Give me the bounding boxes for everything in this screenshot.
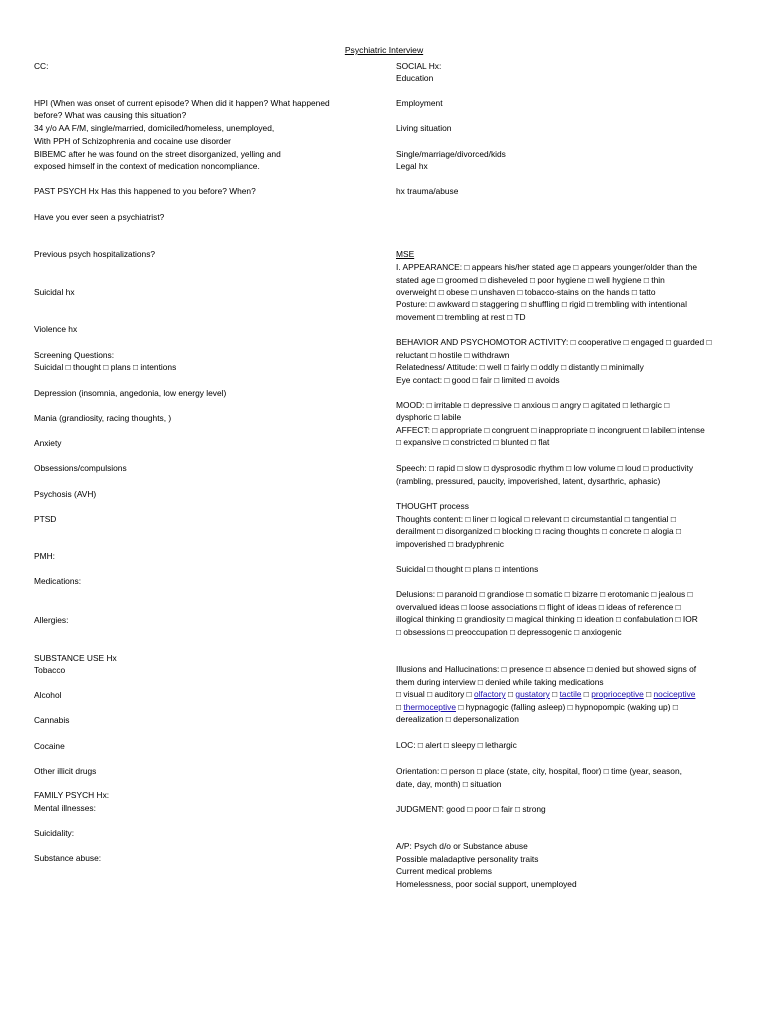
senses-line-2 xyxy=(396,702,678,713)
mse-line: □ expansive □ constricted □ blunted □ flat xyxy=(396,437,550,447)
mse-line: derailment □ disorganized □ blocking □ racing thoughts □ concrete □ alogia □ xyxy=(396,526,682,536)
mse-bottom-line: derealization □ depersonalization xyxy=(396,714,519,724)
left-line: Cannabis xyxy=(34,715,70,725)
thermoceptive-link[interactable]: thermoceptive xyxy=(403,702,456,712)
mse-line: impoverished □ bradyphrenic xyxy=(396,539,504,549)
mse-line: AFFECT: □ appropriate □ congruent □ inappropriate □ incongruent □ labile□ intense xyxy=(396,425,705,435)
mse-line: Thoughts content: □ liner □ logical □ relevant □ circumstantial □ tangential □ xyxy=(396,514,676,524)
mse-line: movement □ trembling at rest □ TD xyxy=(396,312,526,322)
mse-line: them during interview □ denied while taking medications xyxy=(396,677,604,687)
left-line: Tobacco xyxy=(34,665,66,675)
mse-line: (rambling, pressured, paucity, impoverished, latent, dysarthric, aphasic) xyxy=(396,476,661,486)
left-line: Alcohol xyxy=(34,690,62,700)
mse-line: □ obsessions □ preoccupation □ depressogenic □ anxiogenic xyxy=(396,627,622,637)
left-line: PMH: xyxy=(34,551,55,561)
tactile-link[interactable]: tactile xyxy=(559,689,582,699)
mse-line: Suicidal □ thought □ plans □ intentions xyxy=(396,564,539,574)
left-line: Cocaine xyxy=(34,741,65,751)
left-line: Previous psych hospitalizations? xyxy=(34,249,156,259)
social-line: SOCIAL Hx: xyxy=(396,61,442,71)
mse-line: Relatedness/ Attitude: □ well □ fairly □ oddly □ distantly □ minimally xyxy=(396,362,644,372)
left-line: Suicidality: xyxy=(34,828,75,838)
mse-line: MOOD: □ irritable □ depressive □ anxious □ angry □ agitated □ lethargic □ xyxy=(396,400,670,410)
left-line: Anxiety xyxy=(34,438,62,448)
mse-line: Posture: □ awkward □ staggering □ shuffling □ rigid □ trembling with intentional xyxy=(396,299,687,309)
mse-heading: MSE xyxy=(396,249,415,259)
left-line: Mania (grandiosity, racing thoughts, ) xyxy=(34,413,172,423)
social-line: hx trauma/abuse xyxy=(396,186,459,196)
mse-line: BEHAVIOR AND PSYCHOMOTOR ACTIVITY: □ cooperative □ engaged □ guarded □ xyxy=(396,337,712,347)
left-line: Suicidal hx xyxy=(34,287,75,297)
senses-prefix: □ visual □ auditory □ xyxy=(396,689,475,699)
separator: □ xyxy=(581,689,592,699)
left-line: exposed himself in the context of medication noncompliance. xyxy=(34,161,260,171)
separator: □ xyxy=(643,689,654,699)
mse-line: illogical thinking □ grandiosity □ magical thinking □ ideation □ confabulation □ IOR xyxy=(396,614,698,624)
mse-bottom-line: Current medical problems xyxy=(396,866,492,876)
mse-line: I. APPEARANCE: □ appears his/her stated age □ appears younger/older than the xyxy=(396,262,698,272)
social-line: Employment xyxy=(396,98,443,108)
mse-line: Illusions and Hallucinations: □ presence □ absence □ denied but showed signs of xyxy=(396,664,697,674)
mse-bottom-line: Possible maladaptive personality traits xyxy=(396,854,539,864)
left-line: Obsessions/compulsions xyxy=(34,463,127,473)
mse-bottom-line: JUDGMENT: good □ poor □ fair □ strong xyxy=(396,804,546,814)
left-line: Medications: xyxy=(34,576,82,586)
left-line: With PPH of Schizophrenia and cocaine use disorder xyxy=(34,136,231,146)
left-line: Allergies: xyxy=(34,615,69,625)
social-line: Education xyxy=(396,73,434,83)
mse-line: overweight □ obese □ unshaven □ tobacco-stains on the hands □ tatto xyxy=(396,287,656,297)
left-line: SUBSTANCE USE Hx xyxy=(34,653,117,663)
mse-line: Speech: □ rapid □ slow □ dysprosodic rhythm □ low volume □ loud □ productivity xyxy=(396,463,694,473)
page-title: Psychiatric Interview xyxy=(344,45,424,55)
social-line: Single/marriage/divorced/kids xyxy=(396,149,506,159)
left-line: FAMILY PSYCH Hx: xyxy=(34,790,110,800)
mse-bottom-line: Homelessness, poor social support, unemployed xyxy=(396,879,577,889)
mse-bottom-line: LOC: □ alert □ sleepy □ lethargic xyxy=(396,740,517,750)
nociceptive-link[interactable]: nociceptive xyxy=(653,689,696,699)
mse-line: Delusions: □ paranoid □ grandiose □ somatic □ bizarre □ erotomanic □ jealous □ xyxy=(396,589,693,599)
mse-line: stated age □ groomed □ disheveled □ poor hygiene □ well hygiene □ thin xyxy=(396,275,665,285)
left-line: Have you ever seen a psychiatrist? xyxy=(34,212,165,222)
senses-line-1 xyxy=(396,689,695,700)
mse-bottom-line: A/P: Psych d/o or Substance abuse xyxy=(396,841,528,851)
left-line: HPI (When was onset of current episode? When did it happen? What happened xyxy=(34,98,330,108)
mse-line: dysphoric □ labile xyxy=(396,412,462,422)
separator: □ xyxy=(505,689,516,699)
mse-line: reluctant □ hostile □ withdrawn xyxy=(396,350,510,360)
left-line: Psychosis (AVH) xyxy=(34,489,97,499)
gustatory-link[interactable]: gustatory xyxy=(515,689,550,699)
olfactory-link[interactable]: olfactory xyxy=(474,689,506,699)
left-line: CC: xyxy=(34,61,49,71)
senses-prefix-2: □ xyxy=(396,702,404,712)
left-line: 34 y/o AA F/M, single/married, domiciled/homeless, unemployed, xyxy=(34,123,275,133)
left-line: Violence hx xyxy=(34,324,78,334)
left-line: Other illicit drugs xyxy=(34,766,97,776)
left-line: PTSD xyxy=(34,514,57,524)
left-line: before? What was causing this situation? xyxy=(34,110,187,120)
senses-suffix: □ hypnagogic (falling asleep) □ hypnopompic (waking up) □ xyxy=(456,702,678,712)
left-line: Depression (insomnia, angedonia, low energy level) xyxy=(34,388,227,398)
left-line: Screening Questions: xyxy=(34,350,115,360)
mse-line: Eye contact: □ good □ fair □ limited □ avoids xyxy=(396,375,560,385)
social-line: Legal hx xyxy=(396,161,428,171)
separator: □ xyxy=(549,689,560,699)
left-line: Suicidal □ thought □ plans □ intentions xyxy=(34,362,177,372)
mse-line: THOUGHT process xyxy=(396,501,469,511)
proprioceptive-link[interactable]: proprioceptive xyxy=(591,689,644,699)
mse-bottom-line: date, day, month) □ situation xyxy=(396,779,502,789)
social-line: Living situation xyxy=(396,123,452,133)
mse-bottom-line: Orientation: □ person □ place (state, city, hospital, floor) □ time (year, season, xyxy=(396,766,682,776)
left-line: BIBEMC after he was found on the street disorganized, yelling and xyxy=(34,149,281,159)
left-line: PAST PSYCH Hx Has this happened to you before? When? xyxy=(34,186,256,196)
mse-line: overvalued ideas □ loose associations □ flight of ideas □ ideas of reference □ xyxy=(396,602,681,612)
left-line: Mental illnesses: xyxy=(34,803,96,813)
left-line: Substance abuse: xyxy=(34,853,102,863)
